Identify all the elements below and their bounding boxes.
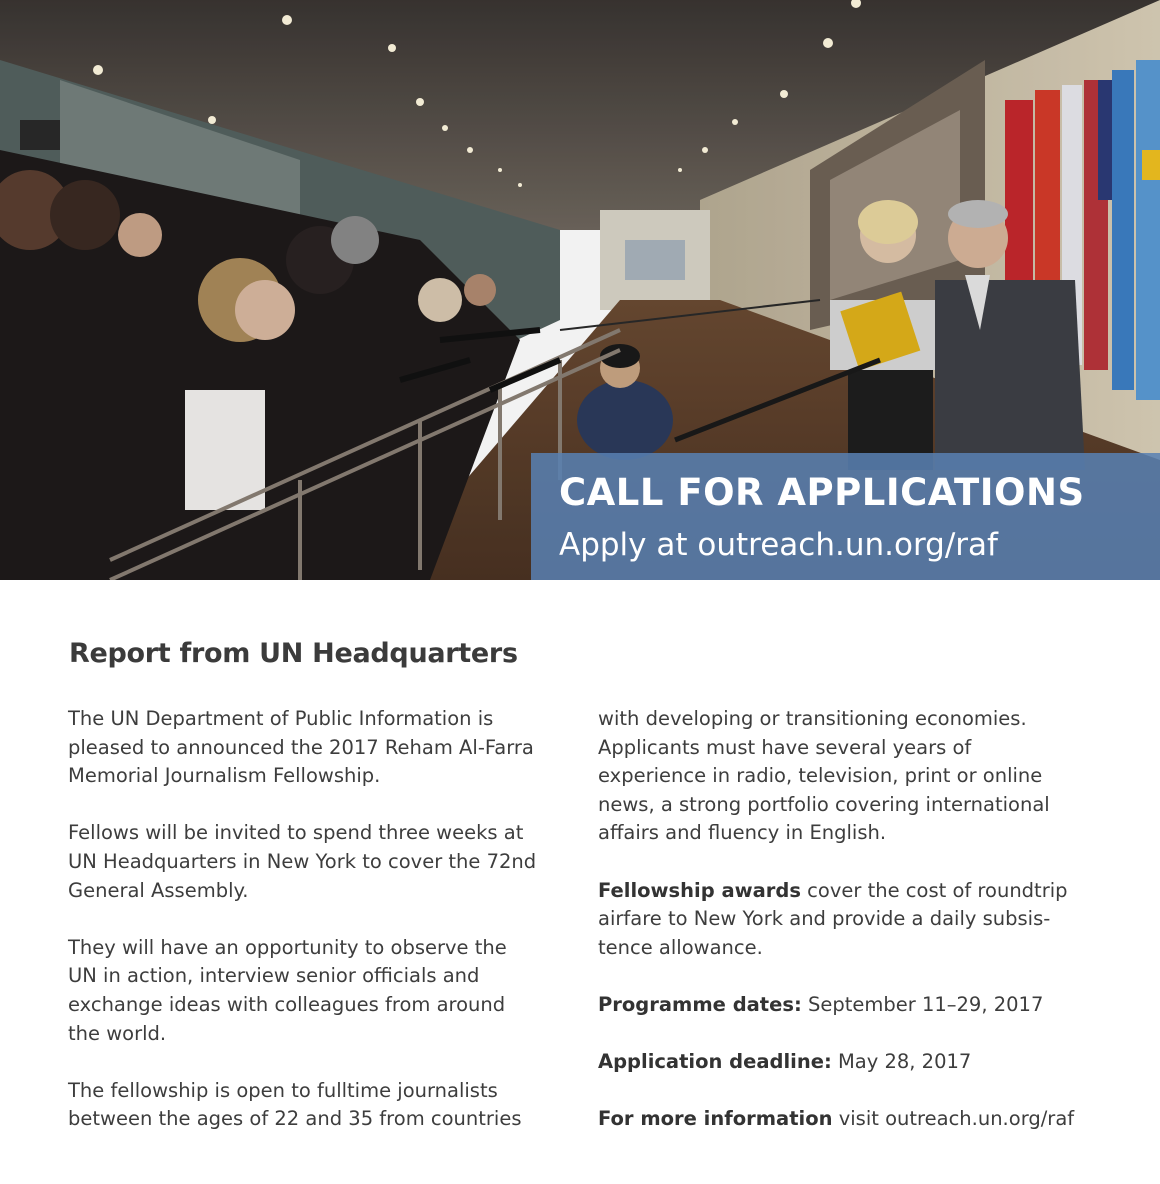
awards-text: cover the cost of roundtrip airfare to New York and provide a daily subsis- tence allowance. <box>598 878 1068 959</box>
programme-dates <box>598 991 1103 1020</box>
eligibility-paragraph: The fellowship is open to fulltime journalists between the ages of 22 and 35 from countries <box>68 1078 522 1131</box>
opportunity-paragraph: They will have an opportunity to observe the UN in action, interview senior officials and exchange ideas with colleagues from around the world. <box>68 935 507 1045</box>
left-column <box>68 705 573 1163</box>
dates-label: Programme dates: <box>598 992 802 1016</box>
awards-label: Fellowship awards <box>598 878 801 902</box>
awards-paragraph <box>598 877 1103 963</box>
article-title: Report from UN Headquarters <box>69 638 518 669</box>
hero-banner <box>0 0 1160 580</box>
deadline-label: Application deadline: <box>598 1050 832 1074</box>
deadline-value: May 28, 2017 <box>831 1050 972 1074</box>
info-label: For more information <box>598 1107 833 1131</box>
eligibility-continued-paragraph: with developing or transitioning economies. Applicants must have several years of experience in radio, television, print or online news, a strong portfolio covering international affairs and fluency in English. <box>598 707 1050 845</box>
fellows-paragraph: Fellows will be invited to spend three weeks at UN Headquarters in New York to cover the 72nd General Assembly. <box>68 821 537 902</box>
dates-value: September 11–29, 2017 <box>801 992 1044 1016</box>
more-information <box>598 1105 1103 1134</box>
intro-paragraph: The UN Department of Public Information is pleased to announced the 2017 Reham Al-Farra Memorial Journalism Fellowship. <box>68 707 534 788</box>
info-value: visit outreach.un.org/raf <box>832 1107 1075 1131</box>
call-for-applications-panel <box>531 453 1160 580</box>
application-deadline <box>598 1048 1103 1077</box>
right-column <box>598 705 1103 1163</box>
cta-apply-link: Apply at outreach.un.org/raf <box>559 527 998 563</box>
cta-headline: CALL FOR APPLICATIONS <box>559 471 1085 514</box>
